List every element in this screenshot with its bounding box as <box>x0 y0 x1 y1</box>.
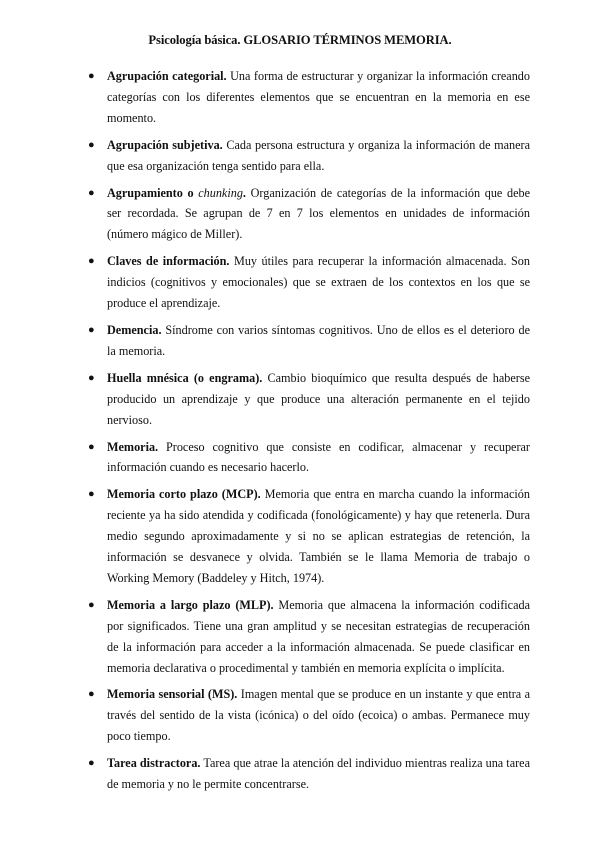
glossary-entry <box>86 437 530 479</box>
glossary-definition: Síndrome con varios síntomas cognitivos. Uno de ellos es el deterioro de la memoria. <box>107 322 530 358</box>
glossary-entry <box>86 66 530 129</box>
glossary-definition: Imagen mental que se produce en un instante y que entra a través del sentido de la vista (icónica) o del oído (ecoica) o ambas. Permanece muy poco tiempo. <box>107 687 530 744</box>
glossary-entry <box>86 684 530 747</box>
glossary-entry <box>86 135 530 177</box>
bullet-icon: ● <box>88 598 95 611</box>
glossary-entry <box>86 595 530 679</box>
glossary-entry <box>86 251 530 314</box>
glossary-definition: Tarea que atrae la atención del individuo mientras realiza una tarea de memoria y no le permite concentrarse. <box>107 756 530 792</box>
glossary-list <box>86 66 530 801</box>
glossary-definition: Una forma de estructurar y organizar la información creando categorías con los diferentes elementos que se encuentran en la memoria en ese momento. <box>107 69 530 125</box>
glossary-definition: Memoria que almacena la información codificada por significados. Tiene una gran amplitud y se necesitan estrategias de recuperación de la información para acceder a la información almacenada. Se puede clasificar en memoria declarativa o procedimental y también en memoria explícita o implícita. <box>107 597 530 675</box>
glossary-term: Memoria corto plazo (MCP). <box>107 487 261 502</box>
bullet-icon: ● <box>88 488 95 501</box>
bullet-icon: ● <box>88 138 95 151</box>
glossary-definition: Organización de categorías de la información que debe ser recordada. Se agrupan de 7 en 7 los elementos en unidades de información (número mágico de Miller). <box>107 185 530 242</box>
glossary-term: Claves de información. <box>107 254 230 269</box>
glossary-term: Memoria. <box>107 439 159 454</box>
bullet-icon: ● <box>88 757 95 770</box>
glossary-entry <box>86 368 530 431</box>
glossary-definition: Memoria que entra en marcha cuando la información reciente ya ha sido atendida y codificada (fonológicamente) y hay que retenerla. Dura medio segundo aproximadamente y si no se aplican estrategias de retención, la información se desvanece y olvida. También se le llama Memoria de trabajo o Working Memory (Baddeley y Hitch, 1974). <box>107 487 530 585</box>
glossary-entry <box>86 183 530 246</box>
glossary-entry <box>86 320 530 362</box>
glossary-definition: Muy útiles para recuperar la información almacenada. Son indicios (cognitivos y emocionales) que se extraen de los contextos en los que se produce el aprendizaje. <box>107 254 530 311</box>
bullet-icon: ● <box>88 371 95 384</box>
glossary-term: Tarea distractora. <box>107 756 201 771</box>
glossary-entry <box>86 753 530 795</box>
glossary-term-italic: chunking <box>198 185 243 200</box>
glossary-term: Memoria a largo plazo (MLP). <box>107 597 274 612</box>
glossary-term: Agrupación categorial. <box>107 69 227 83</box>
bullet-icon: ● <box>88 688 95 701</box>
glossary-term-main: Agrupamiento o <box>107 185 199 200</box>
glossary-term: Agrupación subjetiva. <box>107 137 223 152</box>
glossary-term: Huella mnésica (o engrama). <box>107 370 263 385</box>
bullet-icon: ● <box>88 323 95 336</box>
glossary-entry <box>86 484 530 589</box>
glossary-definition: Cambio bioquímico que resulta después de haberse producido un aprendizaje y que produce una alteración permanente en el tejido nervioso. <box>107 370 531 427</box>
glossary-definition: Cada persona estructura y organiza la información de manera que esa organización tenga sentido para ella. <box>107 137 530 173</box>
bullet-icon: ● <box>88 440 95 453</box>
bullet-icon: ● <box>88 255 95 268</box>
bullet-icon: ● <box>88 186 95 199</box>
glossary-term-end: . <box>242 185 246 200</box>
bullet-icon: ● <box>88 70 95 82</box>
glossary-term: Demencia. <box>107 322 162 337</box>
glossary-term <box>107 186 246 200</box>
glossary-term: Memoria sensorial (MS). <box>107 687 238 702</box>
document-title: Psicología básica. GLOSARIO TÉRMINOS MEMORIA. <box>148 33 452 47</box>
glossary-definition: Proceso cognitivo que consiste en codificar, almacenar y recuperar información cuando es necesario hacerlo. <box>107 439 530 475</box>
